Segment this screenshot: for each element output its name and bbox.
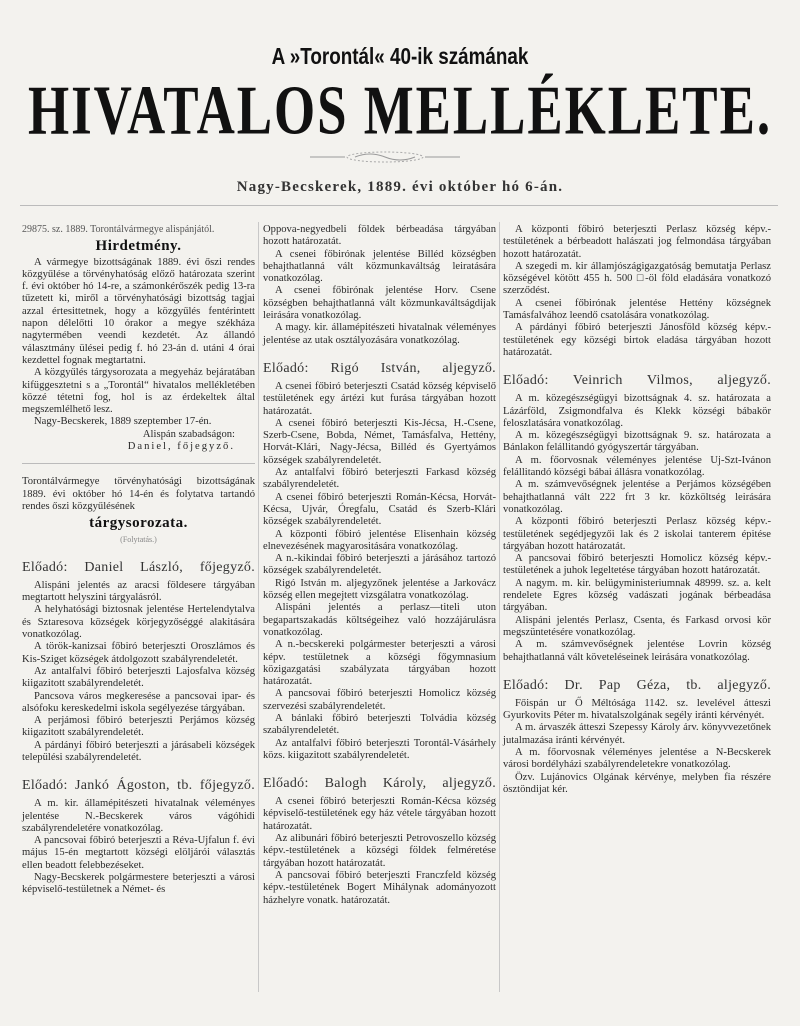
- column-2: [263, 224, 496, 907]
- agenda-item: A m. főorvosnak véleményes jelentése a N-Becskerek városi bordélyházi szabályrendeletekre vonatkozólag.: [503, 746, 771, 771]
- agenda-item: A m. főorvosnak véleményes jelentése Uj-Szt-Ivánon felállitandó községi bábai állásra vonatkozólag.: [503, 454, 771, 479]
- agenda-item: Alispáni jelentés az aracsi földesere tárgyában megtartott helyszini tárgyalásról.: [22, 579, 255, 604]
- presenter-heading: Előadó: Daniel László, főjegyző.: [22, 559, 255, 575]
- section-divider: [22, 463, 255, 464]
- column-3: [503, 224, 771, 796]
- agenda-item: A m. számvevőségnek jelentése Lovrin község behajthatlanná vált követeléseinek leirására vonatkozólag.: [503, 639, 771, 663]
- agenda-item: A pancsovai főbiró beterjeszti Homolicz község szervezési szabályrendeletét.: [263, 688, 496, 712]
- agenda-item: Főispán ur Ő Méltósága 1142. sz. levelével átteszi Gyurkovits Péter m. hivatalszolgának segély iránti kérvényét.: [503, 697, 771, 722]
- column-1: [22, 224, 255, 897]
- agenda-item: A pancsovai főbiró beterjeszti Franczfeld község képv.-testületének Bogert Mihálynak adományozott házhelyre vonatk. határozatát.: [263, 869, 496, 906]
- agenda-item: A párdányi főbiró beterjeszti Jánosföld község képv.-testületének egy községi birtok eladása tárgyában hozott határozatát.: [503, 322, 771, 358]
- agenda-item: A bánlaki főbiró beterjeszti Tolvádia község szabályrendeletét.: [263, 712, 496, 737]
- continuation-note: (Folytatás.): [120, 534, 157, 544]
- agenda-item: A csenei főbiró beterjeszti Kis-Jécsa, H.-Csene, Szerb-Csene, Bobda, Német, Tamásfalva, Hettény, Horvát-Klári, Nagy-Jécsa, Billéd és Gyertyámos községek szabályrendeletét.: [263, 417, 496, 466]
- agenda-item: A szegedi m. kir államjószágigazgatóság bemutatja Perlasz községével kötött 455 h. 500 □-öl föld eladására vonatkozó szerződést.: [503, 260, 771, 297]
- agenda-item: A magy. kir. államépitészeti hivatalnak véleményes jelentése az utak osztályozására vonatkozólag.: [263, 322, 496, 346]
- agenda-item: A nagym. m. kir. belügyministeriumnak 48999. sz. a. kelt rendelete Egres község vadászati jogának bérbeadása tárgyában.: [503, 577, 771, 614]
- section-heading: tárgysorozata.: [89, 515, 188, 532]
- agenda-item: A központi főbiró jelentése Elisenhain község elnevezésének magyarositására vonatkozólag.: [263, 528, 496, 552]
- signature-line: Alispán szabadságon:: [142, 428, 235, 440]
- agenda-item: Rigó István m. aljegyzőnek jelentése a Jarkovácz község ellen megejtett vizsgálatra vonatkozólag.: [263, 577, 496, 602]
- agenda-item: A központi főbiró beterjeszti Perlasz község képv.-testületének segédjegyzői lak és 2 iskolai tanterem épitése tárgyában hozott határozatát.: [503, 516, 771, 552]
- agenda-item: A csenei főbirónak jelentése Horv. Csene községben behajthatlanná vált közmunkaváltságdijak leirására vonatkozólag.: [263, 285, 496, 322]
- agenda-item: A csenei főbirónak jelentése Hettény községnek Tamásfalvához leendő csatolására vonatkozólag.: [503, 297, 771, 322]
- paragraph: Torontálvármegye törvényhatósági bizottságának 1889. évi október hó 14-én és folytatva tartandó rendes őszi közgyűlésének: [22, 476, 255, 512]
- agenda-item: A török-kanizsai főbiró beterjeszti Oroszlámos és Kis-Sziget községek átdolgozott szabályrendeletét.: [22, 641, 255, 665]
- supplement-subtitle: A »Torontál« 40-ik számának: [271, 43, 529, 69]
- agenda-item: A párdányi főbiró beterjeszti a járásabeli községek települési szabályrendeletét.: [22, 739, 255, 763]
- agenda-item: A n.-becskereki polgármester beterjeszti a városi képv. testületnek a községi főgymnasium közigazgatási szabályzata tárgyában hozott határozatát.: [263, 639, 496, 688]
- paragraph: Oppova-negyedbeli földek bérbeadása tárgyában hozott határozatát.: [263, 224, 496, 248]
- agenda-item: Alispáni jelentés Perlasz, Csenta, és Farkasd orvosi kör megszüntetésére vonatkozólag.: [503, 614, 771, 638]
- agenda-item: A csenei főbiró beterjeszti Román-Kécsa, Horvát-Kécsa, Ujvár, Óregfalu, Csatád és Szerb-Klári községek szabályrendeletét.: [263, 491, 496, 528]
- dateline: Nagy-Becskerek, 1889. évi október hó 6-án.: [236, 179, 564, 195]
- agenda-item: A vármegye bizottságának 1889. évi őszi rendes közgyűlése a törvényhatóság előző határozata szerint f. évi október hó 14-re, a számonkérőszék pedig 13-ra tűzetett ki, miről a törvényhatósági bizottság tagjai azzal értesittetnek, hogy a közgyűlés fentérintett napon délelőtti 10 órakor a megye székháza nagytermében veendi kezdetét. Az állandó választmány ülései pedig f. hó 23-án d. utáni 4 órai kezdettel fognak megtartatni.: [22, 256, 255, 366]
- agenda-item: Az alibunári főbiró beterjeszti Petrovoszello község képv.-testületének a községi földek felméretése tárgyában hozott határozatát.: [263, 833, 496, 869]
- ornament-divider: [305, 150, 465, 164]
- column-rule: [258, 222, 259, 992]
- agenda-item: A n.-kikindai főbiró beterjeszti a járásához tartozó községek szabályrendeletét.: [263, 553, 496, 577]
- presenter-heading: Előadó: Jankó Ágoston, tb. főjegyző.: [22, 778, 255, 794]
- header-rule: [20, 205, 778, 206]
- agenda-item: Özv. Lujánovics Olgának kérvénye, melyben fia részére ösztöndijat kér.: [503, 771, 771, 795]
- agenda-item: A m. közegészségügyi bizottságnak 9. sz. határozata a Bánlakon felállitandó gyógyszertár tárgyában.: [503, 430, 771, 454]
- agenda-item: Nagy-Becskerek polgármestere beterjeszti a városi képviselő-testületnek a Német- és: [22, 872, 255, 896]
- agenda-item: A m. számvevőségnek jelentése a Perjámos községében behajthatlanná vált 222 frt 3 kr. közköltség leirására vonatkozólag.: [503, 479, 771, 515]
- presenter-heading: Előadó: Balogh Károly, aljegyző.: [263, 776, 496, 792]
- agenda-item: A csenei főbiró beterjeszti Román-Kécsa község képviselő-testületének egy ház vétele tárgyában hozott határozatát.: [263, 796, 496, 832]
- agenda-item: A m. közegészségügyi bizottságnak 4. sz. határozata a Lázárföld, Zsigmondfalva és Klekk községi bábakör feloszlatására vonatkozólag.: [503, 393, 771, 429]
- agenda-item: A csenei főbirónak jelentése Billéd községben behajthatlanná vált közmunkaváltság leiratására vonatkozólag.: [263, 248, 496, 285]
- agenda-item: A pancsovai főbiró beterjeszti a Réva-Ujfalun f. évi május 15-én megtartott községi elöljárói választás ellen beadott felebbezéseket.: [22, 835, 255, 871]
- reference-number: 29875. sz. 1889. Torontálvármegye alispánjától.: [22, 224, 215, 235]
- agenda-item: Pancsova város megkeresése a pancsovai ipar- és alsófoku kereskedelmi iskola segélyezése tárgyában.: [22, 690, 255, 714]
- agenda-item: A közgyűlés tárgysorozata a megyeház bejáratában kifüggesztetni s a „Torontál“ hivatalos mellékletében közzé tétetni fog, hol is az érdekeltek által megszemlélhető lesz.: [22, 367, 255, 416]
- presenter-heading: Előadó: Dr. Pap Géza, tb. aljegyző.: [503, 677, 771, 693]
- agenda-item: A helyhatósági biztosnak jelentése Hertelendytalva és Sztaresova községek körjegyzőséggé alakitására vonatkozólag.: [22, 604, 255, 641]
- signature-name: Daniel, főjegyző.: [127, 441, 235, 453]
- agenda-item: A perjámosi főbiró beterjeszti Perjámos község kiigazitott szabályrendeletét.: [22, 715, 255, 739]
- agenda-item: Alispáni jelentés a perlasz—titeli uton begapartszakadás költségeihez való hozzájárulásra vonatkozólag.: [263, 602, 496, 638]
- supplement-title: HIVATALOS MELLÉKLETE.: [27, 71, 773, 149]
- agenda-item: A központi főbiró beterjeszti Perlasz község képv.-testületének a bérbeadott halászati jog felmondása tárgyában hozott határozatát.: [503, 224, 771, 260]
- agenda-item: A pancsovai főbiró beterjeszti Homolicz község képv.-testületének a juhok legeltetése tárgyában hozott határozatát.: [503, 553, 771, 577]
- presenter-heading: Előadó: Rigó István, aljegyző.: [263, 360, 496, 376]
- column-rule: [499, 222, 500, 992]
- agenda-item: A m. kir. államépitészeti hivatalnak véleményes jelentése N.-Becskerek város vágóhidi szabályrendeletére vonatkozólag.: [22, 798, 255, 834]
- agenda-item: Az antalfalvi főbiró beterjeszti Torontál-Vásárhely közs. kiigazitott szabályrendeletét.: [263, 737, 496, 761]
- agenda-item: Az antalfalvi főbiró beterjeszti Lajosfalva község kiigazitott szabályrendeletét.: [22, 665, 255, 690]
- agenda-item: A m. árvaszék átteszi Szepessy Károly árv. könyvvezetőnek jutalmazása iránti kérvényét.: [503, 722, 771, 746]
- agenda-item: Nagy-Becskerek, 1889 szeptember 17-én.: [34, 416, 212, 428]
- agenda-item: Az antalfalvi főbiró beterjeszti Farkasd község szabályrendeletét.: [263, 467, 496, 491]
- presenter-heading: Előadó: Veinrich Vilmos, aljegyző.: [503, 373, 771, 389]
- section-heading: Hirdetmény.: [95, 238, 182, 255]
- agenda-item: A csenei főbiró beterjeszti Csatád község képviselő testületének egy ártézi kut furása tárgyában hozott határozatát.: [263, 380, 496, 417]
